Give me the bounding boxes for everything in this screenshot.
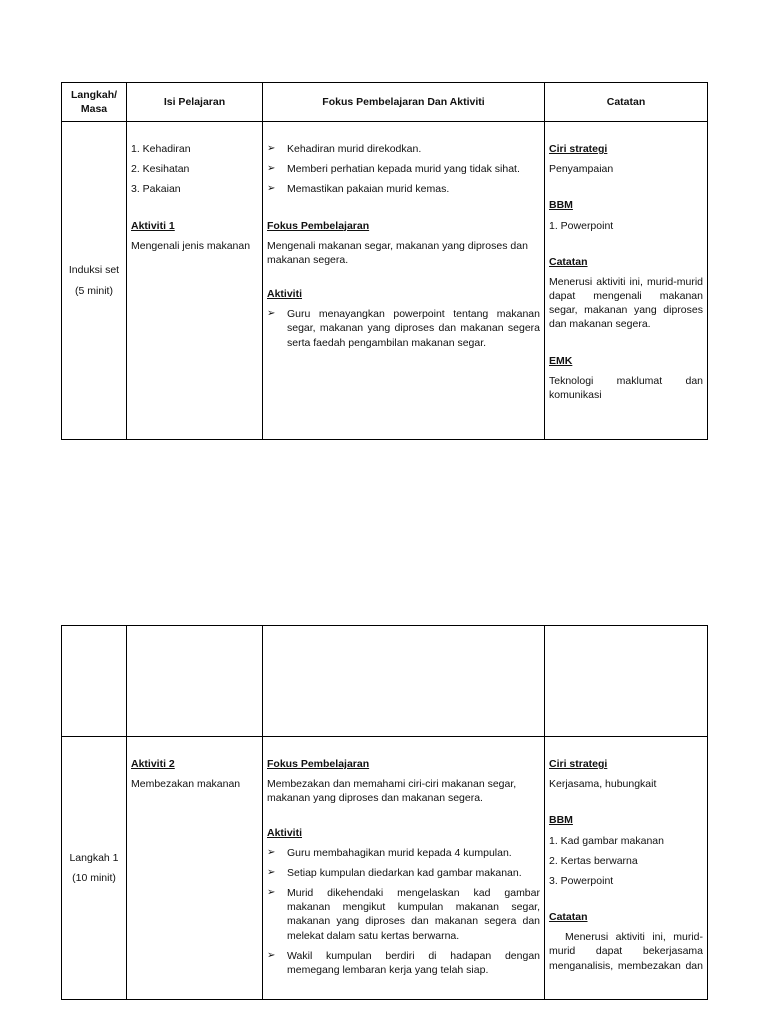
header-langkah: Langkah/ Masa bbox=[62, 83, 127, 122]
table-row bbox=[62, 122, 708, 440]
step-cell bbox=[62, 737, 127, 1000]
bbm-label: BBM bbox=[549, 814, 573, 827]
emk-label: EMK bbox=[549, 354, 573, 367]
empty-row bbox=[62, 626, 708, 737]
ciri-label: Ciri strategi bbox=[549, 143, 608, 155]
lesson-table-1 bbox=[61, 82, 708, 440]
emk-text: Teknologi maklumat dan komunikasi bbox=[549, 374, 703, 401]
catatan-text: Menerusi aktiviti ini, murid-murid dapat bekerjasama menganalisis, membezakan dan bbox=[549, 931, 703, 972]
catatan-cell bbox=[545, 737, 708, 1000]
fokus-text: Membezakan dan memahami ciri-ciri makanan segar, makanan yang diproses dan makanan segera. bbox=[267, 778, 517, 805]
empty-cell bbox=[62, 626, 127, 737]
lesson-table-2 bbox=[61, 625, 708, 1000]
aktiviti-bullet-list bbox=[267, 846, 540, 977]
step-time: (5 minit) bbox=[75, 284, 113, 297]
header-fokus: Fokus Pembelajaran Dan Aktiviti bbox=[263, 83, 545, 122]
bbm-item: 1. Kad gambar makanan bbox=[549, 834, 664, 847]
isi-item: 2. Kesihatan bbox=[131, 163, 190, 176]
ciri-text: Penyampaian bbox=[549, 163, 614, 176]
aktiviti-heading: Aktiviti bbox=[267, 826, 303, 839]
step-name: Langkah 1 bbox=[69, 851, 119, 864]
table-header-row bbox=[62, 83, 708, 122]
list-item: ➢ Memastikan pakaian murid kemas. bbox=[267, 182, 540, 196]
fokus-label: Fokus Pembelajaran bbox=[267, 219, 370, 232]
empty-cell bbox=[545, 626, 708, 737]
intro-bullet-list bbox=[267, 142, 540, 197]
list-item: ➢ Setiap kumpulan diedarkan kad gambar makanan. bbox=[267, 866, 540, 880]
bbm-item: 2. Kertas berwarna bbox=[549, 854, 638, 867]
catatan-label: Catatan bbox=[549, 911, 588, 924]
catatan-label: Catatan bbox=[549, 255, 588, 268]
aktiviti-bullet-list bbox=[267, 307, 540, 350]
list-item: ➢ Kehadiran murid direkodkan. bbox=[267, 142, 540, 156]
header-isi: Isi Pelajaran bbox=[127, 83, 263, 122]
list-item: ➢ Memberi perhatian kepada murid yang tidak sihat. bbox=[267, 162, 540, 176]
bbm-item: 3. Powerpoint bbox=[549, 874, 614, 887]
fokus-label: Fokus Pembelajaran bbox=[267, 758, 370, 770]
empty-cell bbox=[263, 626, 545, 737]
isi-item: 3. Pakaian bbox=[131, 183, 181, 196]
aktiviti-text: Membezakan makanan bbox=[131, 778, 241, 791]
step-cell bbox=[62, 122, 127, 440]
list-item: ➢ Guru menayangkan powerpoint tentang makanan segar, makanan yang diproses dan makanan segera serta faedah pengambilan makanan segar. bbox=[267, 307, 540, 350]
aktiviti-text: Mengenali jenis makanan bbox=[131, 239, 251, 252]
table-row bbox=[62, 737, 708, 1000]
list-item: ➢ Guru membahagikan murid kepada 4 kumpulan. bbox=[267, 846, 540, 860]
step-name: Induksi set bbox=[68, 264, 120, 277]
fokus-cell bbox=[263, 737, 545, 1000]
isi-cell bbox=[127, 737, 263, 1000]
fokus-cell bbox=[263, 122, 545, 440]
catatan-cell bbox=[545, 122, 708, 440]
isi-item: 1. Kehadiran bbox=[131, 143, 191, 155]
empty-cell bbox=[127, 626, 263, 737]
ciri-text: Kerjasama, hubungkait bbox=[549, 778, 657, 791]
bbm-item: 1. Powerpoint bbox=[549, 219, 614, 232]
aktiviti-label: Aktiviti 2 bbox=[131, 758, 175, 770]
catatan-text: Menerusi aktiviti ini, murid-murid dapat mengenali makanan segar, makanan yang diproses dan makanan segera. bbox=[549, 275, 703, 331]
fokus-text: Mengenali makanan segar, makanan yang diproses dan makanan segera. bbox=[267, 239, 528, 266]
aktiviti-heading: Aktiviti bbox=[267, 288, 303, 301]
ciri-label: Ciri strategi bbox=[549, 758, 608, 770]
aktiviti-label: Aktiviti 1 bbox=[131, 219, 175, 232]
step-time: (10 minit) bbox=[72, 872, 116, 884]
list-item: ➢ Murid dikehendaki mengelaskan kad gambar makanan mengikut kumpulan makanan segar, makanan yang diproses dan makanan segera dan melekat dalam satu kertas berwarna. bbox=[267, 886, 540, 943]
bbm-label: BBM bbox=[549, 199, 573, 212]
list-item: ➢ Wakil kumpulan berdiri di hadapan dengan memegang lembaran kerja yang telah siap. bbox=[267, 949, 540, 977]
header-catatan: Catatan bbox=[545, 83, 708, 122]
isi-cell bbox=[127, 122, 263, 440]
